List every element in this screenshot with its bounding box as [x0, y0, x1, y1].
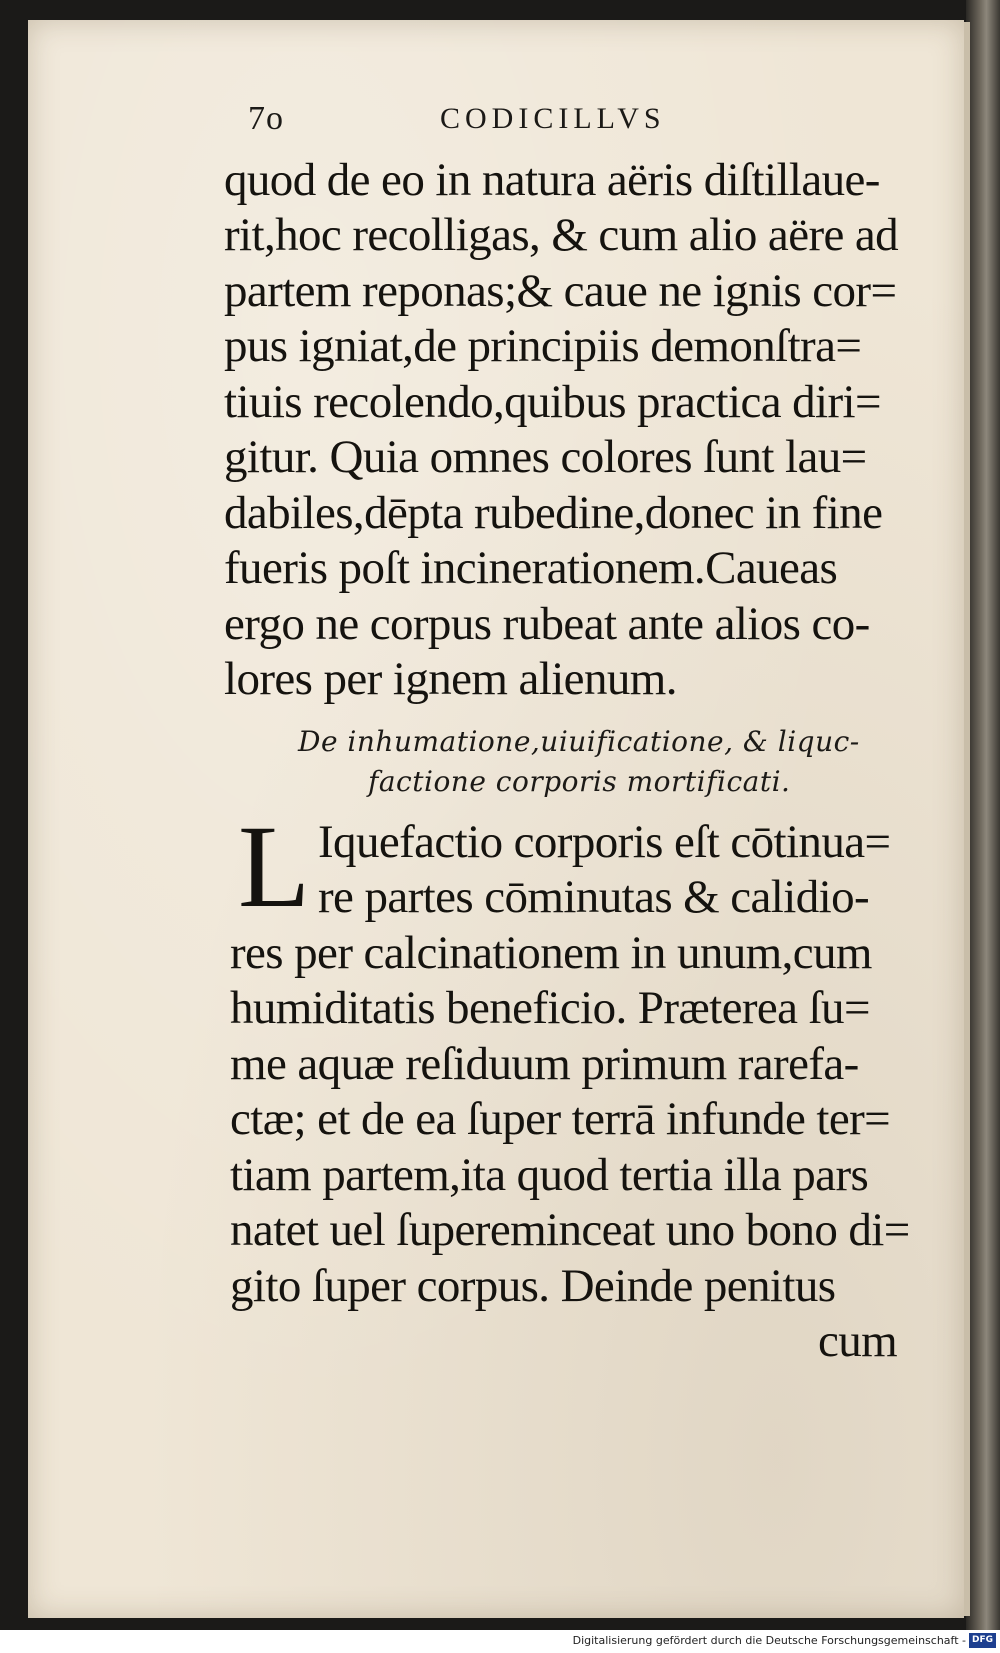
text-line: quod de eo in natura aëris diſtillaue- [224, 154, 880, 206]
text-line: re partes cōminutas & calidio- [318, 871, 870, 923]
catchword: cum [818, 1315, 898, 1367]
footer-bar [0, 1630, 1000, 1653]
text-line: res per calcinationem in unum,cum [230, 927, 872, 979]
text-line: pus igniat,de principiis demonſtra= [224, 320, 862, 372]
heading-line: De inhumatione,uiuificatione, & liquc- [298, 725, 860, 758]
text-line: partem reponas;& caue ne ignis cor= [224, 265, 897, 317]
text-line: dabiles,dēpta rubedine,donec in fine [224, 487, 883, 539]
text-line: rit,hoc recolligas, & cum alio aëre ad [224, 209, 899, 261]
text-line: fueris poſt incinerationem.Caueas [224, 542, 838, 594]
text-line: tiam partem,ita quod tertia illa pars [230, 1149, 869, 1201]
running-head [248, 100, 708, 140]
text-line: Iquefactio corporis eſt cōtinua= [318, 816, 891, 868]
running-title: CODICILLVS [440, 102, 666, 135]
text-line: ergo ne corpus rubeat ante alios co- [224, 598, 870, 650]
text-line: humiditatis beneficio. Præterea ſu= [230, 982, 870, 1034]
text-line: gito ſuper corpus. Deinde penitus [230, 1260, 836, 1312]
text-line: ctæ; et de ea ſuper terrā infunde ter= [230, 1093, 891, 1145]
dfg-logo: DFG [969, 1633, 996, 1648]
text-line: tiuis recolendo,quibus practica diri= [224, 376, 881, 428]
text-line: gitur. Quia omnes colores ſunt lau= [224, 431, 867, 483]
text-line: natet uel ſupereminceat uno bono di= [230, 1204, 910, 1256]
book-spine-edge [966, 0, 1000, 1630]
text-line: me aquæ reſiduum primum rarefa- [230, 1038, 859, 1090]
drop-cap-initial: L [238, 801, 311, 932]
funding-credit: Digitalisierung gefördert durch die Deutsche Forschungsgemeinschaft - [572, 1634, 966, 1647]
text-line: lores per ignem alienum. [224, 653, 677, 705]
page-edge [964, 22, 970, 1616]
heading-line: factione corporis mortificati. [368, 765, 791, 798]
page-number: 7o [248, 100, 284, 137]
